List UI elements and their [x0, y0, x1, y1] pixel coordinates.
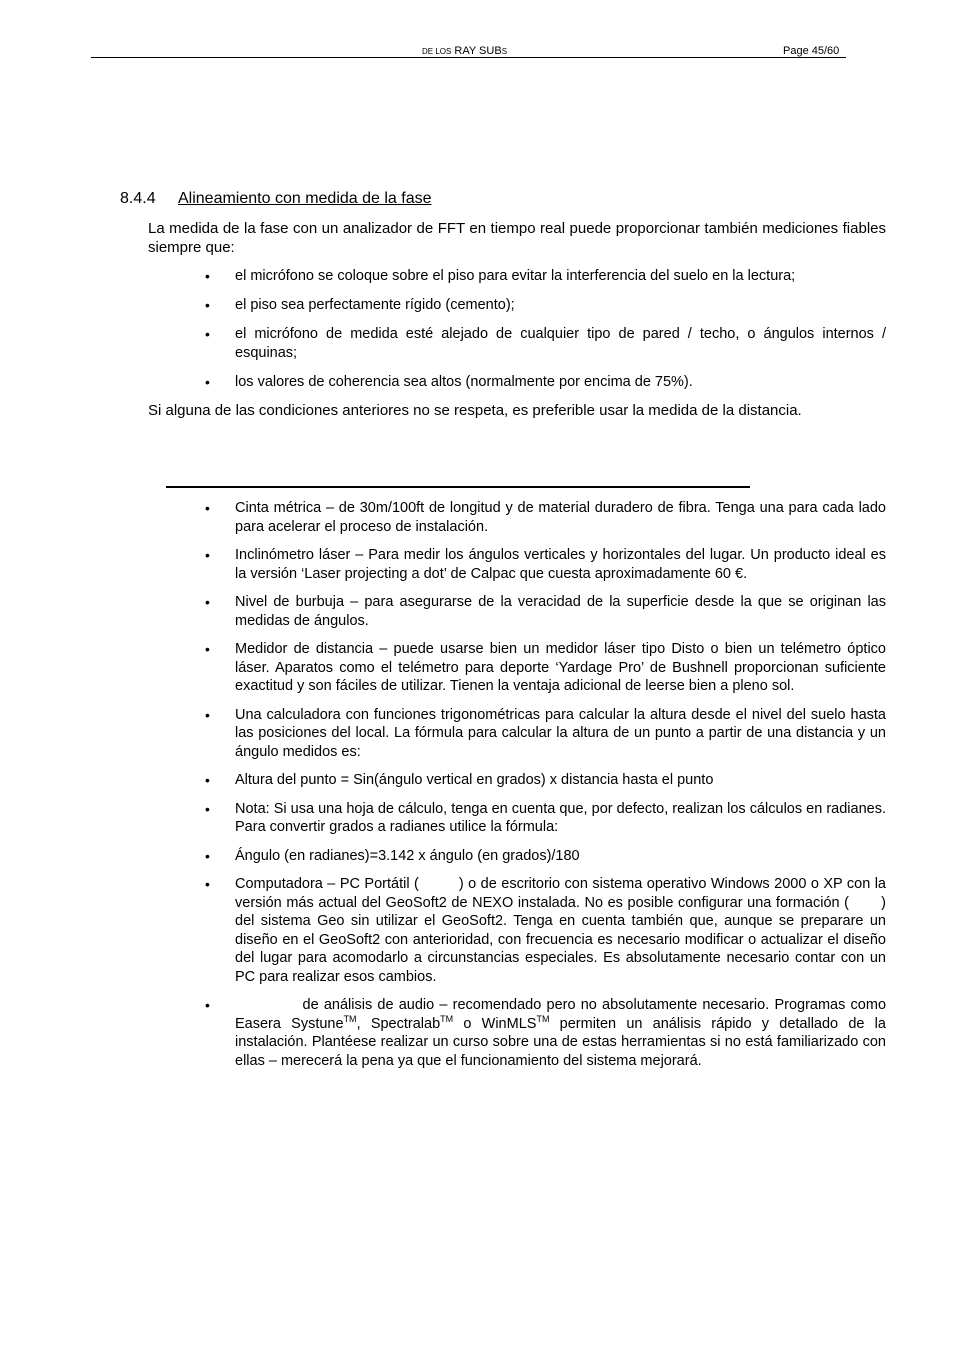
- bullet-icon: •: [205, 373, 210, 390]
- list-item: [205, 593, 886, 630]
- separator-rule: [166, 486, 750, 488]
- bullet-icon: •: [205, 772, 210, 788]
- list-item: [205, 267, 886, 286]
- header-rule: [91, 57, 846, 58]
- header-smallcaps-2: S: [501, 47, 508, 56]
- list-item: [205, 640, 886, 696]
- list-item-text: Inclinómetro láser – Para medir los ángulos verticales y horizontales del lugar. Un producto ideal es la versión ‘Laser projecting a dot’ de Calpac que cuesta aproximadamente 60 €.: [235, 547, 886, 582]
- list-item: [205, 325, 886, 362]
- list-item-text: Altura del punto = Sin(ángulo vertical en grados) x distancia hasta el punto: [235, 772, 714, 788]
- list-item: [205, 546, 886, 583]
- bullet-icon: •: [205, 641, 210, 657]
- software-text-2: , Spectralab: [356, 1015, 441, 1032]
- tools-list: [205, 499, 891, 1080]
- list-item: [205, 771, 886, 790]
- bullet-icon: •: [205, 594, 210, 610]
- trademark-mark: TM: [536, 1013, 550, 1024]
- page-number: Page 45/60: [783, 45, 840, 57]
- header-smallcaps-1: DE LOS: [422, 47, 452, 56]
- list-item: [205, 499, 886, 536]
- list-item-text: Una calculadora con funciones trigonométricas para calcular la altura desde el nivel del suelo hasta las posiciones del local. La fórmula para calcular la altura de un punto a partir de una distancia y un ángulo medidos es:: [235, 706, 886, 760]
- running-header: [422, 45, 507, 57]
- list-item-text: Nota: Si usa una hoja de cálculo, tenga en cuenta que, por defecto, realizan los cálculos en radianes. Para convertir grados a radianes utilice la fórmula:: [235, 800, 886, 835]
- header-product: RAY SUB: [451, 45, 502, 57]
- bullet-icon: •: [205, 500, 210, 516]
- list-item-text: el micrófono de medida esté alejado de cualquier tipo de pared / techo, o ángulos internos / esquinas;: [235, 326, 886, 361]
- conditions-list: [205, 267, 886, 402]
- list-item-text: los valores de coherencia sea altos (normalmente por encima de 75%).: [235, 373, 693, 390]
- list-item-text: [235, 997, 890, 1069]
- section-number: 8.4.4: [120, 190, 156, 207]
- software-text-4: permiten un análisis rápido y detallado de la instalación. Plantéese realizar un curso sobre una de estas herramientas si no está familiarizado con ellas – merecerá la pena ya que el funcionamiento del sistema mejorará.: [235, 1015, 886, 1069]
- list-item: [205, 875, 891, 986]
- trademark-mark: TM: [440, 1013, 454, 1024]
- bullet-icon: •: [205, 706, 210, 723]
- list-item-text: Medidor de distancia – puede usarse bien un medidor láser tipo Disto o bien un telémetro óptico láser. Aparatos como el telémetro para deporte ‘Yardage Pro’ de Bushnell proporcionan suficiente exactitud y son fáciles de utilizar. Tienen la ventaja adicional de leerse bien a pleno sol.: [235, 641, 886, 694]
- bullet-icon: •: [205, 997, 210, 1013]
- list-item: [205, 996, 891, 1070]
- bullet-icon: •: [205, 268, 210, 284]
- list-item: [205, 800, 886, 837]
- section-heading: [120, 190, 432, 208]
- bullet-icon: •: [205, 800, 210, 817]
- section-title: Alineamiento con medida de la fase: [178, 190, 432, 207]
- software-text-3: o WinMLS: [453, 1015, 537, 1032]
- software-text-1: de análisis de audio – recomendado pero no absolutamente necesario. Programas como Easera Systune: [235, 997, 891, 1032]
- closing-paragraph: Si alguna de las condiciones anteriores no se respeta, es preferible usar la medida de la distancia.: [148, 402, 802, 419]
- list-item-text: Nivel de burbuja – para asegurarse de la veracidad de la superficie desde la que se originan las medidas de ángulos.: [235, 594, 886, 629]
- bullet-icon: •: [205, 547, 210, 563]
- bullet-icon: •: [205, 876, 210, 892]
- list-item: [205, 296, 886, 315]
- trademark-mark: TM: [343, 1013, 357, 1024]
- bullet-icon: •: [205, 847, 210, 864]
- list-item-text: Computadora – PC Portátil ( ) o de escritorio con sistema operativo Windows 2000 o XP con la versión más actual del GeoSoft2 de NEXO instalada. No es posible configurar una formación ( ) del sistema Geo sin utilizar el GeoSoft2. Tenga en cuenta también que, aunque se preparare un diseño en el GeoSoft2 con anterioridad, con frecuencia es necesario modificar o actualizar el diseño del lugar para acomodarlo a circunstancias especiales. Es absolutamente necesario contar con un PC para realizar esos cambios.: [235, 876, 891, 985]
- list-item-text: el piso sea perfectamente rígido (cemento);: [235, 297, 515, 313]
- list-item: [205, 847, 886, 866]
- list-item-text: Cinta métrica – de 30m/100ft de longitud y de material duradero de fibra. Tenga una para cada lado para acelerar el proceso de instalación.: [235, 500, 886, 535]
- list-item: [205, 706, 886, 762]
- intro-paragraph: La medida de la fase con un analizador de FFT en tiempo real puede proporcionar también mediciones fiables siempre que:: [148, 220, 886, 256]
- bullet-icon: •: [205, 326, 210, 342]
- list-item-text: el micrófono se coloque sobre el piso para evitar la interferencia del suelo en la lectura;: [235, 268, 796, 284]
- list-item: [205, 373, 886, 392]
- list-item-text: Ángulo (en radianes)=3.142 x ángulo (en grados)/180: [235, 847, 580, 864]
- bullet-icon: •: [205, 297, 210, 313]
